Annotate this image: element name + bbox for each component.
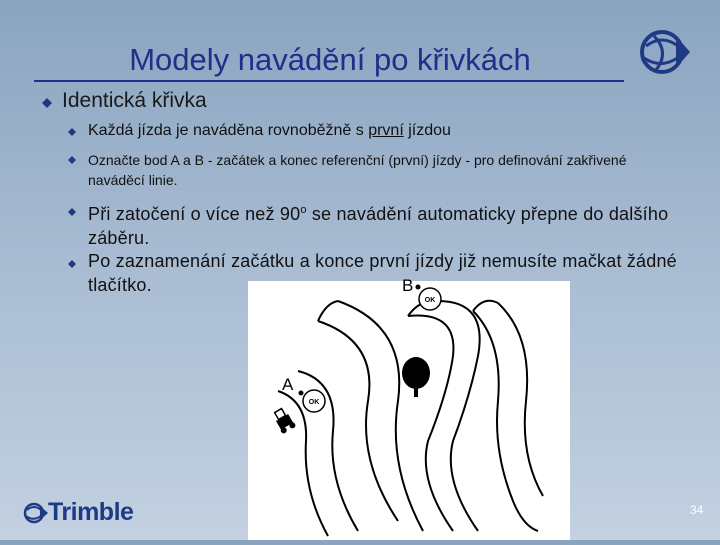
curved-guidance-figure	[248, 281, 570, 540]
point-b-label: B	[402, 276, 414, 295]
bullet-item-1: Každá jízda je naváděna rovnoběžně s první jízdou	[88, 122, 451, 139]
diamond-bullet-icon	[68, 260, 76, 268]
bullet-item-4: Po zaznamenání začátku a konce první jízdy již nemusíte mačkat žádné tlačítko.	[88, 251, 677, 295]
trimble-globe-icon	[22, 500, 48, 526]
diamond-bullet-icon	[68, 128, 76, 136]
page-number: 34	[690, 503, 704, 517]
trimble-logo-text: Trimble	[48, 498, 134, 526]
bullet-item-2: Označte bod A a B - začátek a konec referenční (první) jízdy - pro definování zakřivené naváděcí linie.	[88, 152, 627, 188]
diamond-bullet-icon	[42, 98, 52, 108]
bullet-item-3: Při zatočení o více než 90$^o$ se navádění automaticky přepne do dalšího záběru.	[88, 204, 669, 248]
slide-title: Modely navádění po křivkách	[129, 42, 531, 77]
ok-button-icon-a	[299, 390, 326, 412]
heading-identicka-krivka: Identická křivka	[62, 89, 207, 112]
globe-logo-icon	[636, 26, 692, 82]
svg-text:OK: OK	[424, 297, 436, 304]
diamond-bullet-icon	[68, 156, 76, 164]
point-a-label: A	[282, 375, 294, 394]
diamond-bullet-icon	[68, 208, 76, 216]
ok-button-icon-b	[416, 285, 442, 311]
tree-icon	[402, 357, 430, 397]
tractor-icon	[271, 407, 296, 435]
svg-text:OK: OK	[308, 399, 320, 406]
title-underline	[34, 80, 624, 82]
